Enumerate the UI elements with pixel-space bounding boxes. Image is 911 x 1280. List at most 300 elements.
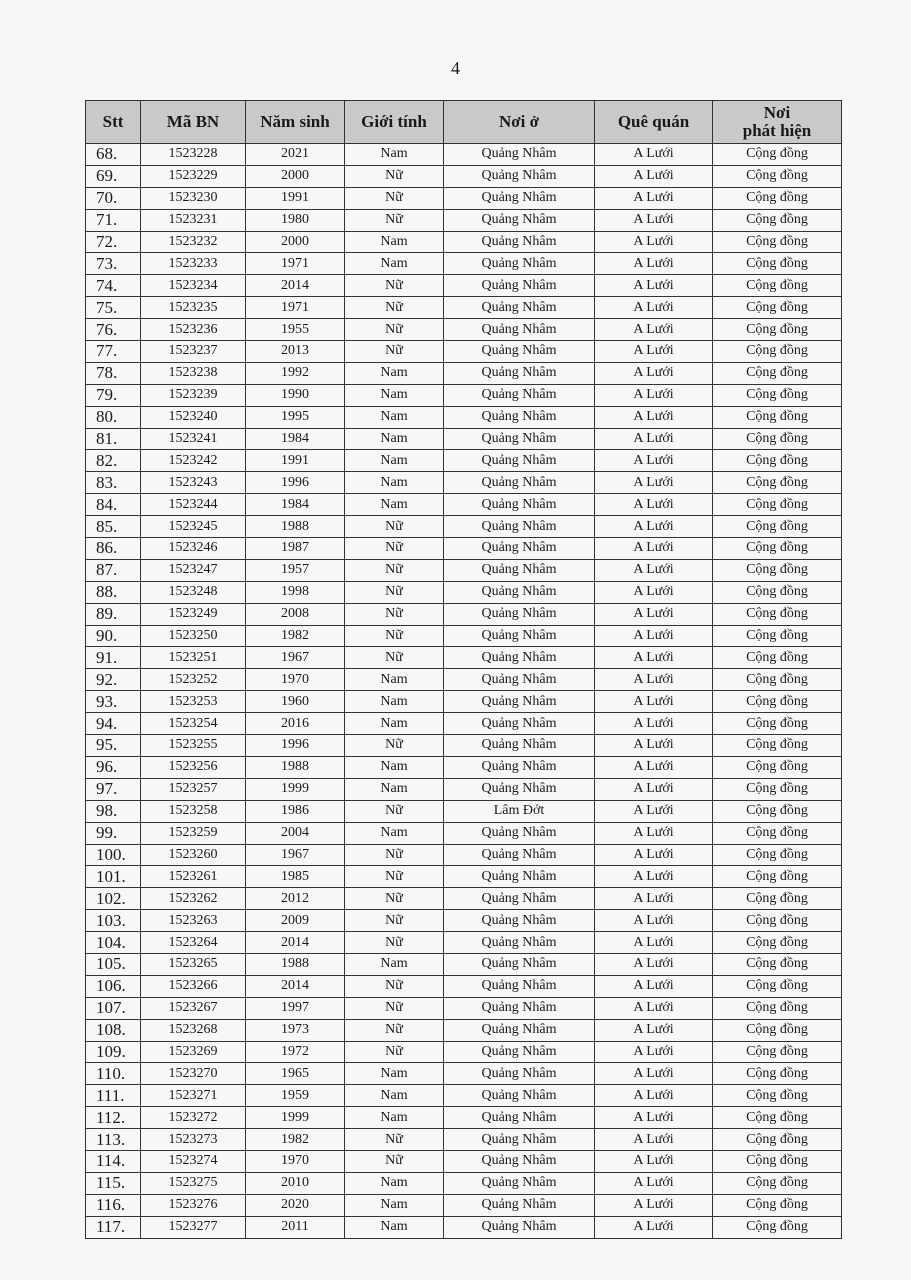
birth-year-cell: 2000 [246, 165, 345, 187]
birth-year-cell: 1998 [246, 581, 345, 603]
header-residence: Nơi ở [444, 101, 595, 144]
hometown-cell: A Lưới [595, 932, 713, 954]
residence-cell: Lâm Đớt [444, 800, 595, 822]
patient-id-cell: 1523272 [141, 1107, 246, 1129]
detection-place-cell: Cộng đồng [713, 1150, 842, 1172]
patient-id-cell: 1523257 [141, 778, 246, 800]
hometown-cell: A Lưới [595, 1107, 713, 1129]
residence-cell: Quảng Nhâm [444, 822, 595, 844]
table-row [86, 362, 842, 384]
table-row [86, 450, 842, 472]
gender-cell: Nữ [345, 275, 444, 297]
detection-place-cell: Cộng đồng [713, 713, 842, 735]
birth-year-cell: 1970 [246, 669, 345, 691]
residence-cell: Quảng Nhâm [444, 778, 595, 800]
patient-id-cell: 1523274 [141, 1150, 246, 1172]
detection-place-cell: Cộng đồng [713, 778, 842, 800]
detection-place-cell: Cộng đồng [713, 888, 842, 910]
detection-place-cell: Cộng đồng [713, 275, 842, 297]
gender-cell: Nam [345, 384, 444, 406]
gender-cell: Nam [345, 472, 444, 494]
hometown-cell: A Lưới [595, 1019, 713, 1041]
hometown-cell: A Lưới [595, 1085, 713, 1107]
birth-year-cell: 1973 [246, 1019, 345, 1041]
stt-cell: 108. [86, 1019, 141, 1041]
table-row [86, 713, 842, 735]
gender-cell: Nữ [345, 866, 444, 888]
residence-cell: Quảng Nhâm [444, 297, 595, 319]
header-birth-year: Năm sinh [246, 101, 345, 144]
table-row [86, 319, 842, 341]
hometown-cell: A Lưới [595, 559, 713, 581]
hometown-cell: A Lưới [595, 406, 713, 428]
stt-cell: 74. [86, 275, 141, 297]
hometown-cell: A Lưới [595, 362, 713, 384]
detection-place-cell: Cộng đồng [713, 647, 842, 669]
residence-cell: Quảng Nhâm [444, 1019, 595, 1041]
birth-year-cell: 1982 [246, 1129, 345, 1151]
gender-cell: Nữ [345, 1019, 444, 1041]
detection-place-cell: Cộng đồng [713, 319, 842, 341]
gender-cell: Nam [345, 669, 444, 691]
table-row [86, 144, 842, 166]
residence-cell: Quảng Nhâm [444, 144, 595, 166]
residence-cell: Quảng Nhâm [444, 1041, 595, 1063]
residence-cell: Quảng Nhâm [444, 209, 595, 231]
stt-cell: 109. [86, 1041, 141, 1063]
birth-year-cell: 2012 [246, 888, 345, 910]
gender-cell: Nam [345, 144, 444, 166]
hometown-cell: A Lưới [595, 713, 713, 735]
stt-cell: 100. [86, 844, 141, 866]
patient-id-cell: 1523269 [141, 1041, 246, 1063]
hometown-cell: A Lưới [595, 953, 713, 975]
patient-id-cell: 1523247 [141, 559, 246, 581]
patient-id-cell: 1523266 [141, 975, 246, 997]
stt-cell: 106. [86, 975, 141, 997]
birth-year-cell: 1991 [246, 450, 345, 472]
stt-cell: 101. [86, 866, 141, 888]
detection-place-cell: Cộng đồng [713, 144, 842, 166]
birth-year-cell: 2004 [246, 822, 345, 844]
header-stt: Stt [86, 101, 141, 144]
patient-id-cell: 1523245 [141, 516, 246, 538]
gender-cell: Nam [345, 713, 444, 735]
birth-year-cell: 1995 [246, 406, 345, 428]
hometown-cell: A Lưới [595, 165, 713, 187]
detection-place-cell: Cộng đồng [713, 538, 842, 560]
gender-cell: Nữ [345, 209, 444, 231]
detection-place-cell: Cộng đồng [713, 450, 842, 472]
residence-cell: Quảng Nhâm [444, 362, 595, 384]
birth-year-cell: 1971 [246, 297, 345, 319]
residence-cell: Quảng Nhâm [444, 1194, 595, 1216]
stt-cell: 84. [86, 494, 141, 516]
detection-place-cell: Cộng đồng [713, 209, 842, 231]
birth-year-cell: 2011 [246, 1216, 345, 1238]
detection-place-cell: Cộng đồng [713, 844, 842, 866]
stt-cell: 98. [86, 800, 141, 822]
stt-cell: 95. [86, 735, 141, 757]
residence-cell: Quảng Nhâm [444, 691, 595, 713]
residence-cell: Quảng Nhâm [444, 866, 595, 888]
patient-id-cell: 1523228 [141, 144, 246, 166]
detection-place-cell: Cộng đồng [713, 297, 842, 319]
table-row [86, 231, 842, 253]
detection-place-cell: Cộng đồng [713, 341, 842, 363]
birth-year-cell: 1970 [246, 1150, 345, 1172]
hometown-cell: A Lưới [595, 384, 713, 406]
gender-cell: Nữ [345, 932, 444, 954]
hometown-cell: A Lưới [595, 625, 713, 647]
stt-cell: 68. [86, 144, 141, 166]
gender-cell: Nữ [345, 647, 444, 669]
stt-cell: 113. [86, 1129, 141, 1151]
residence-cell: Quảng Nhâm [444, 997, 595, 1019]
hometown-cell: A Lưới [595, 975, 713, 997]
gender-cell: Nữ [345, 625, 444, 647]
birth-year-cell: 2014 [246, 932, 345, 954]
birth-year-cell: 1996 [246, 472, 345, 494]
header-hometown: Quê quán [595, 101, 713, 144]
detection-place-cell: Cộng đồng [713, 1085, 842, 1107]
table-row [86, 932, 842, 954]
residence-cell: Quảng Nhâm [444, 275, 595, 297]
detection-place-cell: Cộng đồng [713, 997, 842, 1019]
birth-year-cell: 1987 [246, 538, 345, 560]
residence-cell: Quảng Nhâm [444, 844, 595, 866]
gender-cell: Nữ [345, 1150, 444, 1172]
residence-cell: Quảng Nhâm [444, 406, 595, 428]
hometown-cell: A Lưới [595, 822, 713, 844]
detection-place-cell: Cộng đồng [713, 1172, 842, 1194]
patient-id-cell: 1523246 [141, 538, 246, 560]
table-row [86, 910, 842, 932]
residence-cell: Quảng Nhâm [444, 1150, 595, 1172]
table-row [86, 297, 842, 319]
hometown-cell: A Lưới [595, 844, 713, 866]
residence-cell: Quảng Nhâm [444, 516, 595, 538]
gender-cell: Nam [345, 953, 444, 975]
table-row [86, 275, 842, 297]
birth-year-cell: 1972 [246, 1041, 345, 1063]
patient-id-cell: 1523270 [141, 1063, 246, 1085]
stt-cell: 93. [86, 691, 141, 713]
detection-place-cell: Cộng đồng [713, 1063, 842, 1085]
residence-cell: Quảng Nhâm [444, 669, 595, 691]
hometown-cell: A Lưới [595, 450, 713, 472]
gender-cell: Nữ [345, 341, 444, 363]
patient-id-cell: 1523237 [141, 341, 246, 363]
birth-year-cell: 1984 [246, 428, 345, 450]
detection-place-cell: Cộng đồng [713, 1129, 842, 1151]
stt-cell: 87. [86, 559, 141, 581]
birth-year-cell: 1999 [246, 1107, 345, 1129]
hometown-cell: A Lưới [595, 669, 713, 691]
table-row [86, 581, 842, 603]
birth-year-cell: 1991 [246, 187, 345, 209]
detection-place-cell: Cộng đồng [713, 975, 842, 997]
hometown-cell: A Lưới [595, 428, 713, 450]
detection-place-cell: Cộng đồng [713, 559, 842, 581]
stt-cell: 92. [86, 669, 141, 691]
table-row [86, 253, 842, 275]
birth-year-cell: 1971 [246, 253, 345, 275]
gender-cell: Nữ [345, 581, 444, 603]
hometown-cell: A Lưới [595, 538, 713, 560]
residence-cell: Quảng Nhâm [444, 428, 595, 450]
birth-year-cell: 2014 [246, 275, 345, 297]
residence-cell: Quảng Nhâm [444, 559, 595, 581]
birth-year-cell: 1988 [246, 756, 345, 778]
residence-cell: Quảng Nhâm [444, 231, 595, 253]
stt-cell: 78. [86, 362, 141, 384]
stt-cell: 103. [86, 910, 141, 932]
gender-cell: Nam [345, 1085, 444, 1107]
gender-cell: Nam [345, 406, 444, 428]
gender-cell: Nam [345, 691, 444, 713]
table-row [86, 1107, 842, 1129]
patient-id-cell: 1523275 [141, 1172, 246, 1194]
patient-id-cell: 1523252 [141, 669, 246, 691]
detection-place-cell: Cộng đồng [713, 756, 842, 778]
page-number: 4 [451, 58, 460, 78]
birth-year-cell: 1957 [246, 559, 345, 581]
detection-place-cell: Cộng đồng [713, 581, 842, 603]
detection-place-cell: Cộng đồng [713, 516, 842, 538]
patient-id-cell: 1523249 [141, 603, 246, 625]
hometown-cell: A Lưới [595, 603, 713, 625]
stt-cell: 72. [86, 231, 141, 253]
birth-year-cell: 1982 [246, 625, 345, 647]
gender-cell: Nữ [345, 997, 444, 1019]
gender-cell: Nữ [345, 1129, 444, 1151]
stt-cell: 111. [86, 1085, 141, 1107]
residence-cell: Quảng Nhâm [444, 625, 595, 647]
patient-id-cell: 1523233 [141, 253, 246, 275]
hometown-cell: A Lưới [595, 910, 713, 932]
table-row [86, 384, 842, 406]
hometown-cell: A Lưới [595, 888, 713, 910]
table-row [86, 888, 842, 910]
table-row [86, 975, 842, 997]
patient-id-cell: 1523255 [141, 735, 246, 757]
gender-cell: Nam [345, 1172, 444, 1194]
patient-id-cell: 1523261 [141, 866, 246, 888]
gender-cell: Nam [345, 231, 444, 253]
hometown-cell: A Lưới [595, 647, 713, 669]
table-row [86, 538, 842, 560]
stt-cell: 80. [86, 406, 141, 428]
stt-cell: 90. [86, 625, 141, 647]
patient-id-cell: 1523231 [141, 209, 246, 231]
patient-id-cell: 1523230 [141, 187, 246, 209]
patient-id-cell: 1523235 [141, 297, 246, 319]
hometown-cell: A Lưới [595, 253, 713, 275]
header-detection-place [713, 101, 842, 144]
detection-place-cell: Cộng đồng [713, 603, 842, 625]
residence-cell: Quảng Nhâm [444, 450, 595, 472]
residence-cell: Quảng Nhâm [444, 603, 595, 625]
patient-id-cell: 1523232 [141, 231, 246, 253]
detection-place-cell: Cộng đồng [713, 472, 842, 494]
gender-cell: Nữ [345, 735, 444, 757]
patient-id-cell: 1523242 [141, 450, 246, 472]
patient-id-cell: 1523260 [141, 844, 246, 866]
patient-id-cell: 1523263 [141, 910, 246, 932]
patient-id-cell: 1523265 [141, 953, 246, 975]
table-row [86, 822, 842, 844]
residence-cell: Quảng Nhâm [444, 953, 595, 975]
stt-cell: 85. [86, 516, 141, 538]
residence-cell: Quảng Nhâm [444, 1085, 595, 1107]
hometown-cell: A Lưới [595, 319, 713, 341]
patient-id-cell: 1523271 [141, 1085, 246, 1107]
hometown-cell: A Lưới [595, 1041, 713, 1063]
hometown-cell: A Lưới [595, 1129, 713, 1151]
table-row [86, 165, 842, 187]
birth-year-cell: 2021 [246, 144, 345, 166]
detection-place-cell: Cộng đồng [713, 691, 842, 713]
detection-place-cell: Cộng đồng [713, 1107, 842, 1129]
detection-place-cell: Cộng đồng [713, 735, 842, 757]
residence-cell: Quảng Nhâm [444, 1107, 595, 1129]
stt-cell: 73. [86, 253, 141, 275]
gender-cell: Nam [345, 253, 444, 275]
residence-cell: Quảng Nhâm [444, 647, 595, 669]
stt-cell: 82. [86, 450, 141, 472]
table-row [86, 472, 842, 494]
detection-place-cell: Cộng đồng [713, 625, 842, 647]
stt-cell: 116. [86, 1194, 141, 1216]
patient-id-cell: 1523241 [141, 428, 246, 450]
stt-cell: 69. [86, 165, 141, 187]
detection-place-cell: Cộng đồng [713, 1216, 842, 1238]
table-row [86, 735, 842, 757]
gender-cell: Nữ [345, 559, 444, 581]
patient-id-cell: 1523262 [141, 888, 246, 910]
gender-cell: Nữ [345, 975, 444, 997]
hometown-cell: A Lưới [595, 516, 713, 538]
residence-cell: Quảng Nhâm [444, 319, 595, 341]
stt-cell: 70. [86, 187, 141, 209]
birth-year-cell: 1999 [246, 778, 345, 800]
hometown-cell: A Lưới [595, 691, 713, 713]
table-row [86, 341, 842, 363]
birth-year-cell: 1986 [246, 800, 345, 822]
detection-place-cell: Cộng đồng [713, 165, 842, 187]
gender-cell: Nữ [345, 888, 444, 910]
residence-cell: Quảng Nhâm [444, 888, 595, 910]
patient-id-cell: 1523238 [141, 362, 246, 384]
residence-cell: Quảng Nhâm [444, 756, 595, 778]
stt-cell: 81. [86, 428, 141, 450]
stt-cell: 117. [86, 1216, 141, 1238]
detection-place-cell: Cộng đồng [713, 669, 842, 691]
hometown-cell: A Lưới [595, 1063, 713, 1085]
gender-cell: Nữ [345, 1041, 444, 1063]
gender-cell: Nữ [345, 800, 444, 822]
table-row [86, 1085, 842, 1107]
stt-cell: 104. [86, 932, 141, 954]
birth-year-cell: 1990 [246, 384, 345, 406]
stt-cell: 94. [86, 713, 141, 735]
residence-cell: Quảng Nhâm [444, 165, 595, 187]
residence-cell: Quảng Nhâm [444, 1216, 595, 1238]
residence-cell: Quảng Nhâm [444, 1063, 595, 1085]
table-row [86, 691, 842, 713]
table-row [86, 1041, 842, 1063]
residence-cell: Quảng Nhâm [444, 932, 595, 954]
stt-cell: 88. [86, 581, 141, 603]
residence-cell: Quảng Nhâm [444, 1172, 595, 1194]
table-row [86, 209, 842, 231]
stt-cell: 76. [86, 319, 141, 341]
detection-place-cell: Cộng đồng [713, 1194, 842, 1216]
stt-cell: 112. [86, 1107, 141, 1129]
birth-year-cell: 1985 [246, 866, 345, 888]
birth-year-cell: 1984 [246, 494, 345, 516]
table-row [86, 603, 842, 625]
detection-place-cell: Cộng đồng [713, 1019, 842, 1041]
table-row [86, 756, 842, 778]
table-row [86, 1019, 842, 1041]
birth-year-cell: 2013 [246, 341, 345, 363]
table-row [86, 1063, 842, 1085]
patient-id-cell: 1523229 [141, 165, 246, 187]
table-row [86, 866, 842, 888]
header-detection-line-2: phát hiện [742, 121, 812, 140]
stt-cell: 105. [86, 953, 141, 975]
stt-cell: 71. [86, 209, 141, 231]
birth-year-cell: 1967 [246, 844, 345, 866]
gender-cell: Nam [345, 362, 444, 384]
patient-id-cell: 1523243 [141, 472, 246, 494]
stt-cell: 86. [86, 538, 141, 560]
stt-cell: 91. [86, 647, 141, 669]
stt-cell: 75. [86, 297, 141, 319]
birth-year-cell: 1992 [246, 362, 345, 384]
gender-cell: Nữ [345, 603, 444, 625]
table-header-row [86, 101, 842, 144]
residence-cell: Quảng Nhâm [444, 975, 595, 997]
stt-cell: 102. [86, 888, 141, 910]
header-gender: Giới tính [345, 101, 444, 144]
gender-cell: Nữ [345, 844, 444, 866]
stt-cell: 110. [86, 1063, 141, 1085]
birth-year-cell: 2016 [246, 713, 345, 735]
table-row [86, 1150, 842, 1172]
stt-cell: 83. [86, 472, 141, 494]
detection-place-cell: Cộng đồng [713, 822, 842, 844]
gender-cell: Nam [345, 1107, 444, 1129]
hometown-cell: A Lưới [595, 275, 713, 297]
gender-cell: Nữ [345, 516, 444, 538]
gender-cell: Nam [345, 756, 444, 778]
birth-year-cell: 2000 [246, 231, 345, 253]
gender-cell: Nữ [345, 297, 444, 319]
detection-place-cell: Cộng đồng [713, 428, 842, 450]
gender-cell: Nam [345, 494, 444, 516]
patient-id-cell: 1523240 [141, 406, 246, 428]
gender-cell: Nữ [345, 910, 444, 932]
birth-year-cell: 1988 [246, 953, 345, 975]
hometown-cell: A Lưới [595, 866, 713, 888]
stt-cell: 79. [86, 384, 141, 406]
table-row [86, 516, 842, 538]
residence-cell: Quảng Nhâm [444, 341, 595, 363]
hometown-cell: A Lưới [595, 756, 713, 778]
